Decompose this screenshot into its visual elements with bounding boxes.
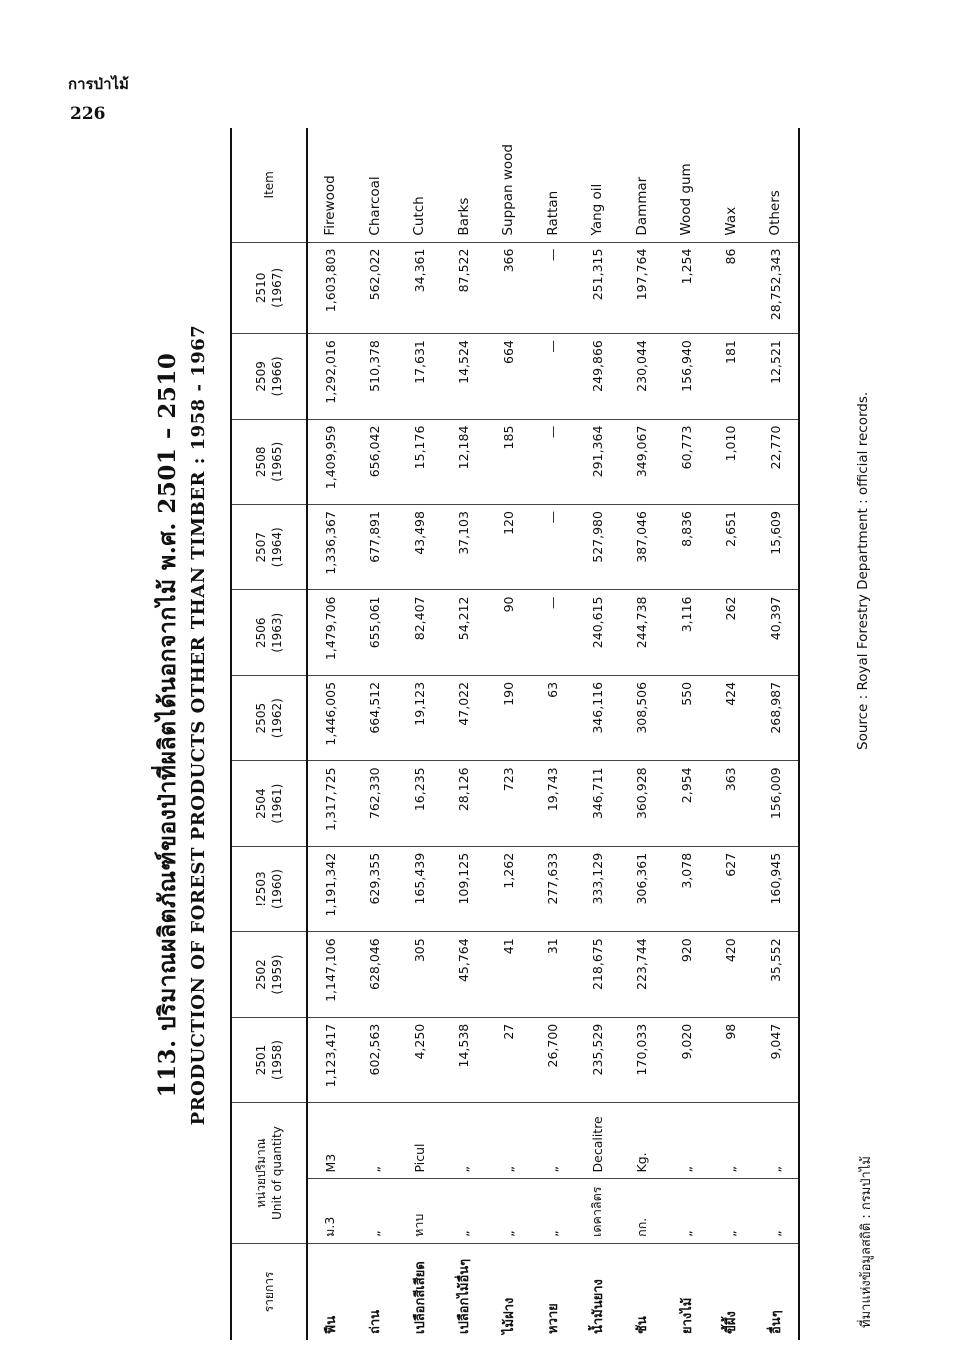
value-cell: 677,891 xyxy=(353,505,398,590)
header-year-be: !2503 xyxy=(253,871,268,907)
header-year-be: 2509 xyxy=(253,361,268,392)
header-item-thai: รายการ xyxy=(231,1243,307,1340)
header-year-be: 2507 xyxy=(253,531,268,563)
value-cell: 19,743 xyxy=(531,761,576,846)
value-cell: 629,355 xyxy=(353,846,398,931)
header-year xyxy=(231,1017,307,1102)
value-cell: 346,116 xyxy=(575,675,620,760)
value-cell: 26,700 xyxy=(531,1017,576,1102)
unit-english-cell: Picul xyxy=(397,1103,442,1179)
value-cell: 60,773 xyxy=(664,419,709,504)
item-english-cell: Charcoal xyxy=(366,176,383,236)
item-english-cell: Cutch xyxy=(411,196,428,236)
value-cell: 249,866 xyxy=(575,334,620,419)
value-cell: 54,212 xyxy=(442,590,487,675)
item-english-cell: Barks xyxy=(455,197,472,236)
value-cell: 1,446,005 xyxy=(307,675,353,760)
item-english-cell: Others xyxy=(753,128,799,242)
value-cell: 31 xyxy=(531,932,576,1017)
value-cell: 360,928 xyxy=(620,761,665,846)
value-cell: 223,744 xyxy=(620,932,665,1017)
value-cell: 1,336,367 xyxy=(307,505,353,590)
header-year xyxy=(231,932,307,1017)
value-cell: 2,651 xyxy=(709,505,754,590)
value-cell: 87,522 xyxy=(442,242,487,334)
value-cell: 1,262 xyxy=(486,846,531,931)
table-row xyxy=(353,128,398,1340)
header-year-ad: (1960) xyxy=(270,869,284,910)
value-cell: 1,603,803 xyxy=(307,242,353,334)
value-cell: 387,046 xyxy=(620,505,665,590)
value-cell: 510,378 xyxy=(353,334,398,419)
value-cell: 190 xyxy=(486,675,531,760)
value-cell: 170,033 xyxy=(620,1017,665,1102)
item-thai-cell: ขี้ผึ้ง xyxy=(709,1243,754,1340)
value-cell: 333,129 xyxy=(575,846,620,931)
header-row xyxy=(231,128,307,1340)
value-cell: 1,317,725 xyxy=(307,761,353,846)
header-year xyxy=(231,505,307,590)
value-cell: 34,361 xyxy=(397,242,442,334)
value-cell: 27 xyxy=(486,1017,531,1102)
value-cell: 3,116 xyxy=(664,590,709,675)
unit-english-cell: „ xyxy=(753,1103,799,1179)
running-title: การป่าไม้ xyxy=(68,75,129,93)
value-cell: 1,191,342 xyxy=(307,846,353,931)
value-cell: 550 xyxy=(664,675,709,760)
value-cell: 12,184 xyxy=(442,419,487,504)
rotated-table-sheet xyxy=(150,110,895,1340)
value-cell: 664 xyxy=(486,334,531,419)
item-english-cell: Dammar xyxy=(633,176,650,236)
unit-thai-cell: „ xyxy=(353,1179,398,1243)
value-cell: 363 xyxy=(709,761,754,846)
value-cell: 1,147,106 xyxy=(307,932,353,1017)
header-year xyxy=(231,675,307,760)
value-cell: 82,407 xyxy=(397,590,442,675)
unit-thai-cell: „ xyxy=(486,1179,531,1243)
value-cell: 22,770 xyxy=(753,419,799,504)
table-row xyxy=(486,128,531,1340)
header-year xyxy=(231,334,307,419)
table-row xyxy=(709,128,754,1340)
value-cell: 40,397 xyxy=(753,590,799,675)
item-english-cell: Suppan wood xyxy=(500,144,517,236)
header-year-be: 2502 xyxy=(253,959,268,990)
value-cell: 86 xyxy=(709,242,754,334)
value-cell: 14,524 xyxy=(442,334,487,419)
unit-thai-cell: „ xyxy=(531,1179,576,1243)
header-year-ad: (1965) xyxy=(270,441,284,482)
unit-thai-cell: กก. xyxy=(620,1179,665,1243)
value-cell: 240,615 xyxy=(575,590,620,675)
value-cell: 2,954 xyxy=(664,761,709,846)
value-cell: 268,987 xyxy=(753,675,799,760)
value-cell: 9,047 xyxy=(753,1017,799,1102)
value-cell: 28,126 xyxy=(442,761,487,846)
header-unit-english: Unit of quantity xyxy=(270,1126,284,1220)
header-year xyxy=(231,242,307,334)
unit-english-cell: Decalitre xyxy=(575,1103,620,1179)
header-year-ad: (1967) xyxy=(270,267,284,308)
value-cell: 4,250 xyxy=(397,1017,442,1102)
value-cell: 235,529 xyxy=(575,1017,620,1102)
value-cell: 664,512 xyxy=(353,675,398,760)
unit-thai-cell: „ xyxy=(664,1179,709,1243)
value-cell: 1,292,016 xyxy=(307,334,353,419)
value-cell: 251,315 xyxy=(575,242,620,334)
item-thai-cell: ไม้ฝาง xyxy=(486,1243,531,1340)
value-cell: 8,836 xyxy=(664,505,709,590)
header-year xyxy=(231,846,307,931)
unit-english-cell: „ xyxy=(664,1103,709,1179)
value-cell: 723 xyxy=(486,761,531,846)
item-thai-cell: ยางไม้ xyxy=(664,1243,709,1340)
value-cell: 527,980 xyxy=(575,505,620,590)
value-cell: 655,061 xyxy=(353,590,398,675)
item-thai-cell: ชัน xyxy=(620,1243,665,1340)
table-body xyxy=(307,128,799,1340)
value-cell: 230,044 xyxy=(620,334,665,419)
value-cell: 305 xyxy=(397,932,442,1017)
value-cell: 19,123 xyxy=(397,675,442,760)
header-year-ad: (1959) xyxy=(270,954,284,995)
value-cell: 291,364 xyxy=(575,419,620,504)
header-year xyxy=(231,761,307,846)
value-cell: 109,125 xyxy=(442,846,487,931)
unit-english-cell: „ xyxy=(709,1103,754,1179)
value-cell: 244,738 xyxy=(620,590,665,675)
header-year-be: 2504 xyxy=(253,788,268,819)
caption-thai: 113. ปริมาณผลิตภัณฑ์ของป่าที่ผลิตได้นอกจากไม้ พ.ศ. 2501 – 2510 xyxy=(154,352,181,1098)
header-year-ad: (1964) xyxy=(270,527,284,568)
value-cell: 165,439 xyxy=(397,846,442,931)
header-year-ad: (1966) xyxy=(270,356,284,397)
unit-english-cell: „ xyxy=(442,1103,487,1179)
value-cell: 1,254 xyxy=(664,242,709,334)
value-cell: 306,361 xyxy=(620,846,665,931)
table-row xyxy=(575,128,620,1340)
value-cell: 43,498 xyxy=(397,505,442,590)
value-cell: 197,764 xyxy=(620,242,665,334)
value-cell: 47,022 xyxy=(442,675,487,760)
source-english: Source : Royal Forestry Department : official records. xyxy=(855,391,871,750)
value-cell: 90 xyxy=(486,590,531,675)
page-number: 226 xyxy=(70,104,106,124)
value-cell: 98 xyxy=(709,1017,754,1102)
value-cell: 1,010 xyxy=(709,419,754,504)
value-cell: 12,521 xyxy=(753,334,799,419)
unit-thai-cell: „ xyxy=(753,1179,799,1243)
value-cell: 602,563 xyxy=(353,1017,398,1102)
value-cell: 420 xyxy=(709,932,754,1017)
table-row xyxy=(307,128,353,1340)
table-row xyxy=(753,128,799,1340)
item-thai-cell: เปลือกไม้อื่นๆ xyxy=(442,1243,487,1340)
header-year-be: 2510 xyxy=(253,272,268,304)
value-cell: 1,123,417 xyxy=(307,1017,353,1102)
value-cell: 41 xyxy=(486,932,531,1017)
value-cell: 262 xyxy=(709,590,754,675)
unit-thai-cell: หาบ xyxy=(397,1179,442,1243)
item-english-cell: Firewood xyxy=(322,175,339,236)
unit-english-cell: „ xyxy=(353,1103,398,1179)
value-cell: 120 xyxy=(486,505,531,590)
value-cell: 28,752,343 xyxy=(753,242,799,334)
header-year-be: 2501 xyxy=(253,1044,268,1076)
value-cell: 156,940 xyxy=(664,334,709,419)
value-cell: — xyxy=(531,419,576,504)
value-cell: — xyxy=(531,242,576,334)
item-thai-cell: น้ำมันยาง xyxy=(575,1243,620,1340)
unit-english-cell: „ xyxy=(486,1103,531,1179)
item-english-cell: Wood gum xyxy=(678,163,695,236)
value-cell: 45,764 xyxy=(442,932,487,1017)
table-row xyxy=(531,128,576,1340)
value-cell: — xyxy=(531,590,576,675)
header-unit xyxy=(231,1103,307,1244)
unit-english-cell: Kg. xyxy=(620,1103,665,1179)
value-cell: 277,633 xyxy=(531,846,576,931)
value-cell: 366 xyxy=(486,242,531,334)
unit-english-cell: „ xyxy=(531,1103,576,1179)
unit-english-cell: M3 xyxy=(307,1103,353,1179)
value-cell: 656,042 xyxy=(353,419,398,504)
value-cell: — xyxy=(531,334,576,419)
header-item-english: Item xyxy=(231,128,307,242)
value-cell: 920 xyxy=(664,932,709,1017)
source-thai: ที่มาแห่งข้อมูลสถิติ : กรมป่าไม้ xyxy=(859,1156,874,1328)
value-cell: 17,631 xyxy=(397,334,442,419)
unit-thai-cell: „ xyxy=(709,1179,754,1243)
header-year xyxy=(231,419,307,504)
value-cell: 627 xyxy=(709,846,754,931)
value-cell: 3,078 xyxy=(664,846,709,931)
value-cell: 35,552 xyxy=(753,932,799,1017)
value-cell: 16,235 xyxy=(397,761,442,846)
production-table xyxy=(230,128,800,1340)
unit-thai-cell: ม.3 xyxy=(307,1179,353,1243)
header-year-ad: (1962) xyxy=(270,698,284,739)
value-cell: 15,609 xyxy=(753,505,799,590)
unit-thai-cell: เดคาลิตร xyxy=(575,1179,620,1243)
item-english-cell: Yang oil xyxy=(589,183,606,236)
value-cell: 628,046 xyxy=(353,932,398,1017)
value-cell: 185 xyxy=(486,419,531,504)
header-year-ad: (1958) xyxy=(270,1040,284,1080)
value-cell: 15,176 xyxy=(397,419,442,504)
value-cell: 346,711 xyxy=(575,761,620,846)
item-english-cell: Rattan xyxy=(544,190,561,236)
value-cell: 9,020 xyxy=(664,1017,709,1102)
table-row xyxy=(620,128,665,1340)
value-cell: 156,009 xyxy=(753,761,799,846)
table-row xyxy=(664,128,709,1340)
item-thai-cell: หวาย xyxy=(531,1243,576,1340)
value-cell: 762,330 xyxy=(353,761,398,846)
value-cell: 63 xyxy=(531,675,576,760)
item-thai-cell: ฟืน xyxy=(307,1243,353,1340)
value-cell: — xyxy=(531,505,576,590)
value-cell: 1,409,959 xyxy=(307,419,353,504)
item-thai-cell: ถ่าน xyxy=(353,1243,398,1340)
item-thai-cell: อื่นๆ xyxy=(753,1243,799,1340)
value-cell: 308,506 xyxy=(620,675,665,760)
value-cell: 37,103 xyxy=(442,505,487,590)
value-cell: 160,945 xyxy=(753,846,799,931)
unit-thai-cell: „ xyxy=(442,1179,487,1243)
header-year xyxy=(231,590,307,675)
header-year-ad: (1963) xyxy=(270,612,284,653)
value-cell: 349,067 xyxy=(620,419,665,504)
item-thai-cell: เปลือกสีเสียด xyxy=(397,1243,442,1340)
table-caption xyxy=(150,110,209,1340)
value-cell: 1,479,706 xyxy=(307,590,353,675)
table-row xyxy=(442,128,487,1340)
header-year-be: 2506 xyxy=(253,617,268,648)
value-cell: 181 xyxy=(709,334,754,419)
value-cell: 424 xyxy=(709,675,754,760)
value-cell: 562,022 xyxy=(353,242,398,334)
item-english-cell: Wax xyxy=(722,206,739,236)
header-year-be: 2508 xyxy=(253,446,268,478)
caption-english: PRODUCTION OF FOREST PRODUCTS OTHER THAN TIMBER : 1958 - 1967 xyxy=(188,324,209,1126)
table-row xyxy=(397,128,442,1340)
header-year-ad: (1961) xyxy=(270,783,284,824)
value-cell: 14,538 xyxy=(442,1017,487,1102)
header-unit-thai: หน่วยปริมาณ xyxy=(253,1138,268,1208)
header-year-be: 2505 xyxy=(253,702,268,734)
value-cell: 218,675 xyxy=(575,932,620,1017)
